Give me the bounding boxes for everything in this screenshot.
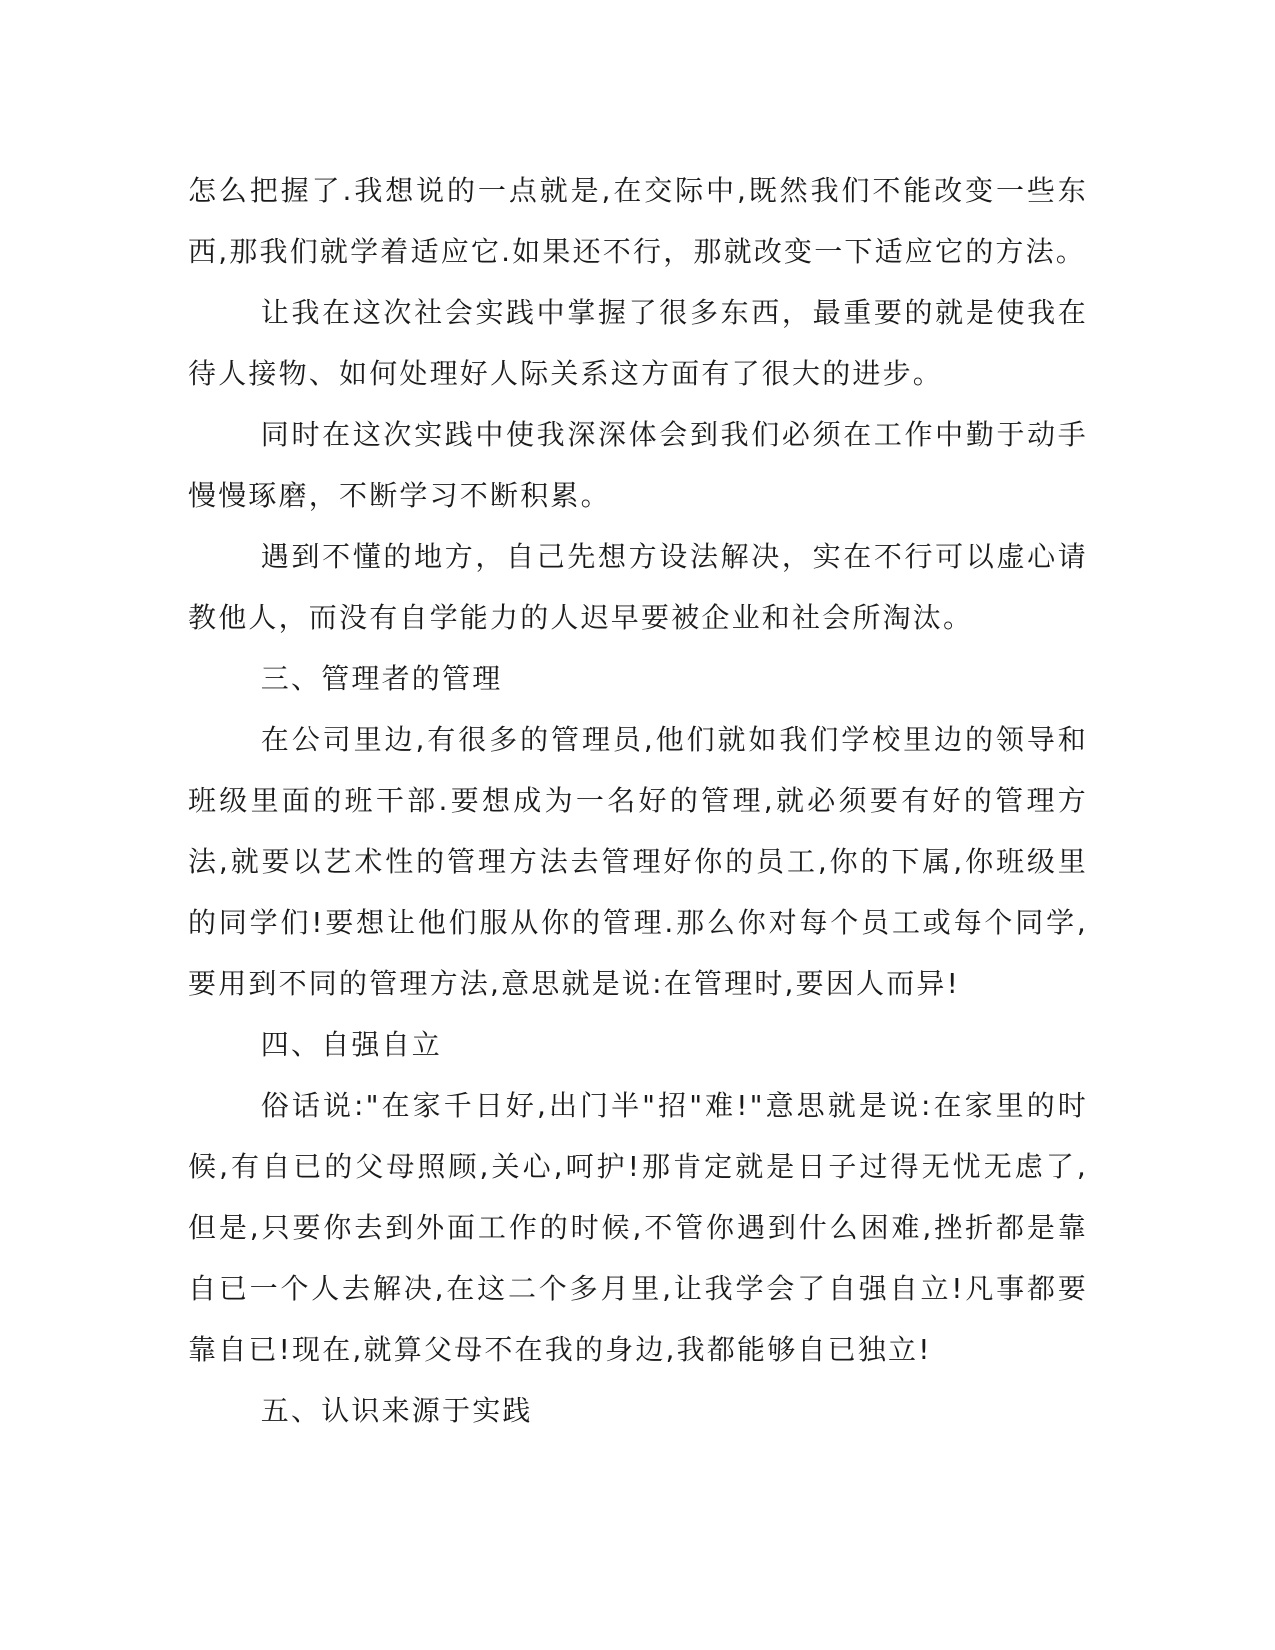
section-heading-4: 四、自强自立 xyxy=(260,1028,442,1061)
document-body xyxy=(188,160,1088,1441)
paragraph-5: 在公司里边,有很多的管理员,他们就如我们学校里边的领导和班级里面的班干部.要想成为一名好的管理,就必须要有好的管理方法,就要以艺术性的管理方法去管理好你的员工,你的下属,你班级里的同学们!要想让他们服从你的管理.那么你对每个员工或每个同学,要用到不同的管理方法,意思就是说:在管理时,要因人而异! xyxy=(188,723,1088,1000)
paragraph-4: 遇到不懂的地方，自己先想方设法解决，实在不行可以虚心请教他人，而没有自学能力的人迟早要被企业和社会所淘汰。 xyxy=(188,540,1088,634)
section-heading-3: 三、管理者的管理 xyxy=(260,662,503,695)
section-heading-5: 五、认识来源于实践 xyxy=(260,1394,533,1427)
paragraph-6: 俗话说:"在家千日好,出门半"招"难!"意思就是说:在家里的时候,有自已的父母照顾,关心,呵护!那肯定就是日子过得无忧无虑了,但是,只要你去到外面工作的时候,不管你遇到什么困难,挫折都是靠自已一个人去解决,在这二个多月里,让我学会了自强自立!凡事都要靠自已!现在,就算父母不在我的身边,我都能够自已独立! xyxy=(188,1089,1088,1366)
paragraph-2: 让我在这次社会实践中掌握了很多东西，最重要的就是使我在待人接物、如何处理好人际关系这方面有了很大的进步。 xyxy=(188,296,1088,390)
paragraph-3: 同时在这次实践中使我深深体会到我们必须在工作中勤于动手慢慢琢磨，不断学习不断积累。 xyxy=(188,418,1088,512)
paragraph-1: 怎么把握了.我想说的一点就是,在交际中,既然我们不能改变一些东西,那我们就学着适应它.如果还不行，那就改变一下适应它的方法。 xyxy=(188,174,1088,268)
